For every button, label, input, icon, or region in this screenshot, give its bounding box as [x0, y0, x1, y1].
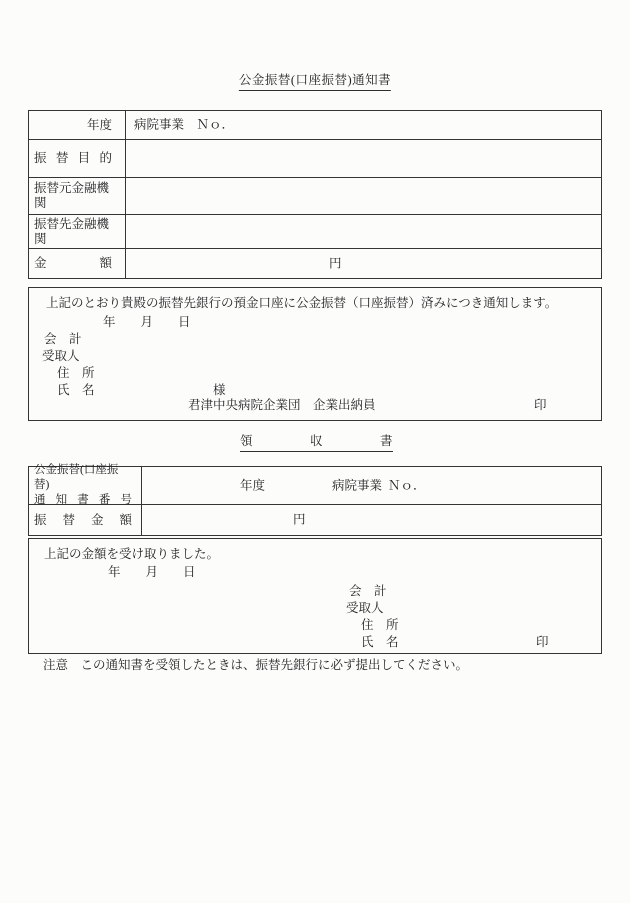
purpose-label: 振 替 目 的 [29, 140, 126, 177]
notice-number-value-cell [142, 467, 601, 504]
receipt-yen-unit: 円 [293, 512, 306, 527]
table-row-amount [29, 249, 601, 278]
receipt-name-label: 氏 名 [361, 635, 399, 649]
receipt-year-label: 年度 [240, 478, 266, 492]
receipt-seal-mark: 印 [536, 635, 549, 649]
year-value: 病院事業 Ｎｏ． [134, 117, 235, 132]
notice-date-line: 年 月 日 [103, 315, 191, 329]
receipt-business-label: 病院事業 [332, 478, 383, 492]
table-row-notice-number [29, 464, 601, 506]
receipt-table [28, 466, 602, 536]
receipt-payee-label: 受取人 [346, 601, 384, 615]
notice-table [28, 110, 602, 279]
transfer-amount-value-cell [142, 505, 601, 535]
yen-unit: 円 [329, 256, 342, 270]
notice-payee-label: 受取人 [42, 349, 80, 363]
notice-statement: 上記のとおり貴殿の振替先銀行の預金口座に公金振替（口座振替）済みにつき通知します。 [46, 296, 558, 310]
notice-title: 公金振替(口座振替)通知書 [239, 73, 391, 91]
table-row-transfer-amount [29, 505, 601, 535]
receipt-title: 領 収 書 [240, 434, 393, 452]
footnote-caution: 注意 この通知書を受領したときは、振替先銀行に必ず提出してください。 [43, 658, 469, 672]
notice-seal-mark: 印 [534, 398, 547, 412]
notice-name-label: 氏 名 [57, 383, 95, 397]
receipt-date-line: 年 月 日 [108, 565, 196, 579]
receipt-body-box [28, 538, 602, 654]
dest-bank-label: 振替先金融機関 [29, 215, 126, 248]
transfer-amount-label: 振 替 金 額 [29, 505, 142, 535]
notice-number-label [29, 464, 142, 506]
notice-body-box [28, 287, 602, 421]
receipt-statement: 上記の金額を受け取りました。 [44, 547, 220, 561]
notice-accountant-label: 会 計 [44, 332, 82, 346]
notice-address-label: 住 所 [57, 366, 95, 380]
receipt-no-label: Ｎｏ． [388, 478, 426, 492]
notice-number-label-line2: 通 知 書 番 号 [34, 494, 132, 506]
receipt-accountant-label: 会 計 [349, 584, 387, 598]
table-row-dest-bank [29, 215, 601, 249]
table-row-year [29, 111, 601, 140]
amount-value-cell [126, 249, 601, 278]
notice-issuer: 君津中央病院企業団 企業出納員 [188, 398, 376, 412]
year-value-cell [126, 111, 601, 139]
source-bank-value-cell [126, 178, 601, 214]
notice-number-label-line1: 公金振替(口座振替) [34, 464, 119, 491]
dest-bank-value-cell [126, 215, 601, 248]
receipt-address-label: 住 所 [361, 618, 399, 632]
notice-sama-suffix: 様 [213, 383, 226, 397]
source-bank-label: 振替元金融機関 [29, 178, 126, 214]
amount-label: 金 額 [29, 249, 126, 278]
table-row-purpose [29, 140, 601, 178]
table-row-source-bank [29, 178, 601, 215]
purpose-value-cell [126, 140, 601, 177]
year-label: 年度 [29, 111, 126, 139]
